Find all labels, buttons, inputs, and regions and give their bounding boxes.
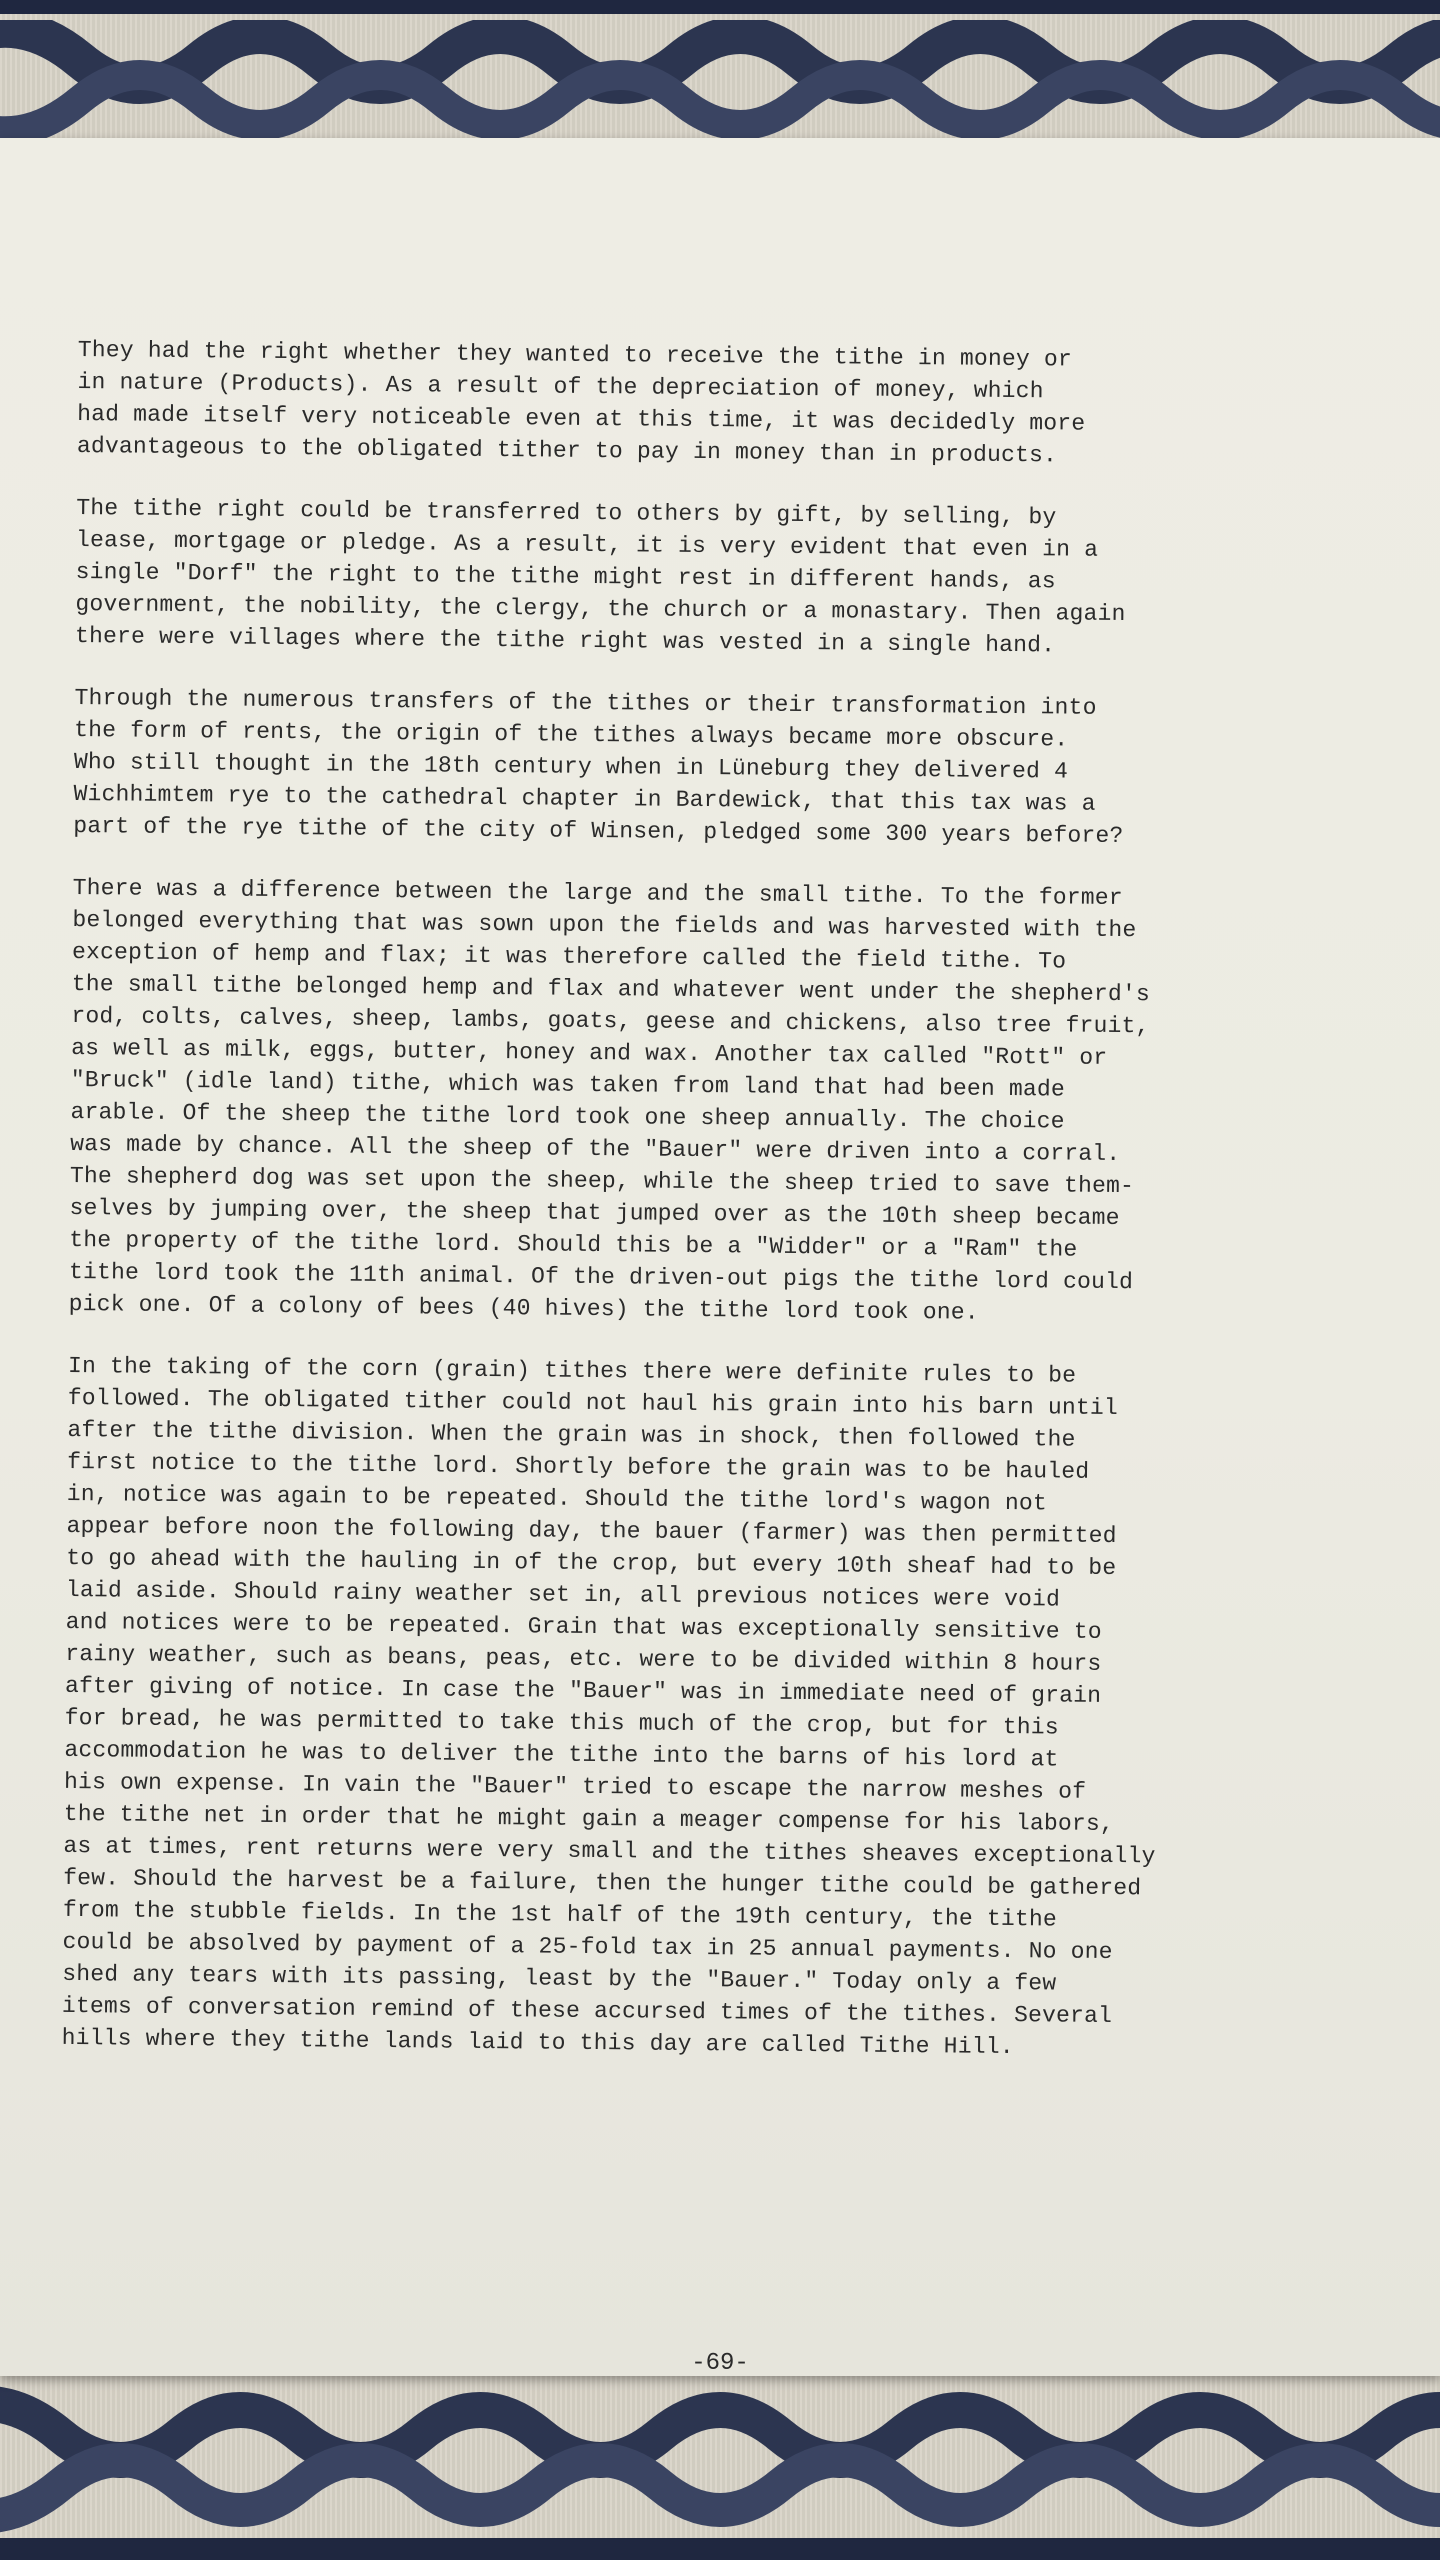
document-page [0, 138, 1440, 2376]
paragraph-large-and-small-tithe: There was a difference between the large and the small tithe. To the former belonged everything that was sown upon the fields and was harvested with the exception of hemp and flax; it was therefore called the field tithe. To the small tithe belonged hemp and flax and whatever went under the shepherd's rod, colts, calves, sheep, lambs, goats, geese and chickens, also tree fruit, as well as milk, eggs, butter, honey and wax. Another tax called "Rott" or "Bruck" (idle land) tithe, which was taken from land that had been made arable. Of the sheep the tithe lord took one sheep annually. The choice was made by chance. All the sheep of the "Bauer" were driven into a corral. The shepherd dog was set upon the sheep, while the sheep tried to save them- selves by jumping over, the sheep that jumped over as the 10th sheep became the property of the tithe lord. Should this be a "Widder" or a "Ram" the tithe lord took the 11th animal. Of the driven-out pigs the tithe lord could pick one. Of a colony of bees (40 hives) the tithe lord took one. [68, 874, 1151, 1326]
paragraph-tithe-payment-choice: They had the right whether they wanted to receive the tithe in money or in nature (Products). As a result of the depreciation of money, which had made itself very noticeable even at this time, it was decidedly more advantageous to the obligated tither to pay in money than in products. [76, 336, 1086, 469]
page-number: -69- [691, 2350, 749, 2377]
paragraph-tithe-origin-obscure: Through the numerous transfers of the tithes or their transformation into the form of rents, the origin of the tithes always became more obscure. Who still thought in the 18th century when in Lüneburg they delivered 4 Wichhimtem rye to the cathedral chapter in Bardewick, that this tax was a part of the rye tithe of the city of Winsen, pledged some 300 years before? [73, 684, 1124, 850]
paragraph-tithe-right-transfer: The tithe right could be transferred to others by gift, by selling, by lease, mortgage or pledge. As a result, it is very evident that even in a single "Dorf" the right to the tithe might rest in different hands, as government, the nobility, the clergy, the church or a monastary. Then again there were villages where the tithe right was vested in a single hand. [74, 494, 1126, 659]
placemat-top-pattern [0, 20, 1440, 150]
placemat-bottom-band [0, 2355, 1440, 2560]
placemat-bottom-pattern [0, 2385, 1440, 2535]
placemat-bottom-edge [0, 2538, 1440, 2560]
placemat-top-edge [0, 0, 1440, 14]
document-body [61, 334, 1378, 2096]
paragraph-grain-tithe-rules: In the taking of the corn (grain) tithes there were definite rules to be followed. The obligated tither could not haul his grain into his barn until after the tithe division. When the grain was in shock, then followed the first notice to the tithe lord. Shortly before the grain was to be hauled in, notice was again to be repeated. Should the tithe lord's wagon not appear before noon the following day, the bauer (farmer) was then permitted to go ahead with the hauling in of the crop, but every 10th sheaf had to be laid aside. Should rainy weather set in, all previous notices were void and notices were to be repeated. Grain that was exceptionally sensitive to rainy weather, such as beans, peas, etc. were to be divided within 8 hours after giving of notice. In case the "Bauer" was in immediate need of grain for bread, he was permitted to take this much of the crop, but for this accommodation he was to deliver the tithe into the barns of his lord at his own expense. In vain the "Bauer" tried to escape the narrow meshes of the tithe net in order that he might gain a meager compense for his labors, as at times, rent returns were very small and the tithes sheaves exceptionally few. Should the harvest be a failure, then the hunger tithe could be gathered from the stubble fields. In the 1st half of the 19th century, the tithe could be absolved by payment of a 25-fold tax in 25 annual payments. No one shed any tears with its passing, least by the "Bauer." Today only a few items of conversation remind of these accursed times of the tithes. Several hills where they tithe lands laid to this day are called Tithe Hill. [61, 1352, 1156, 2061]
